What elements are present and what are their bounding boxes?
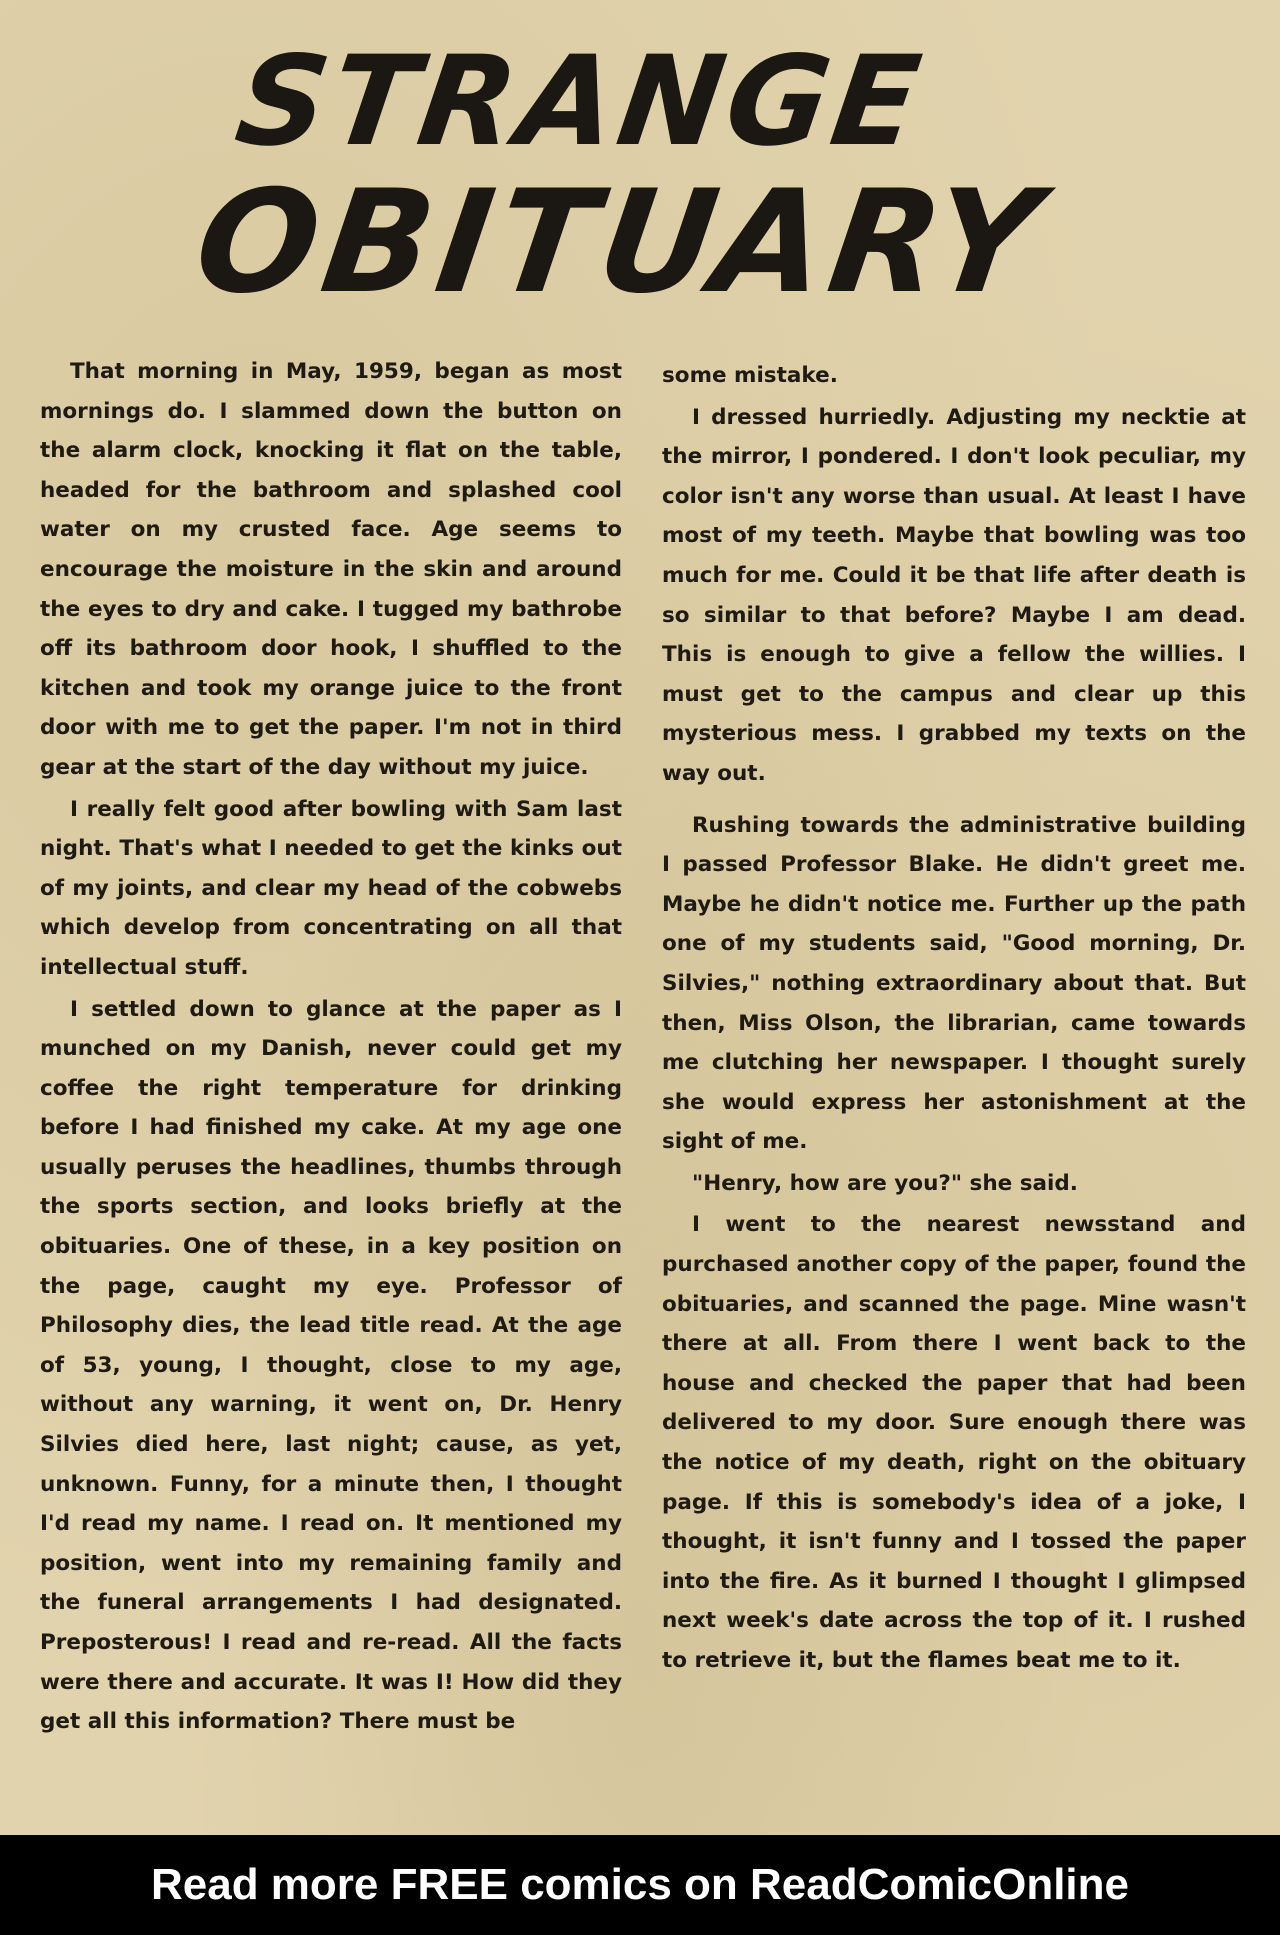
promo-banner[interactable] — [0, 1835, 1280, 1935]
left-text-column — [40, 352, 622, 1742]
paragraph: I settled down to glance at the paper as I munched on my Danish, never could get my coffee the right temperature for drinking before I had finished my cake. At my age one usually peruses the headlines, thumbs through the sports section, and looks briefly at the obituaries. One of these, in a key position on the page, caught my eye. Professor of Philosophy dies, the lead title read. At the age of 53, young, I thought, close to my age, without any warning, it went on, Dr. Henry Silvies died here, last night; cause, as yet, unknown. Funny, for a minute then, I thought I'd read my name. I read on. It mentioned my position, went into my remaining family and the funeral arrangements I had designated. Preposterous! I read and re-read. All the facts were there and accurate. It was I! How did they get all this information? There must be — [40, 996, 622, 1735]
paragraph: I dressed hurriedly. Adjusting my necktie at the mirror, I pondered. I don't look peculiar, my color isn't any worse than usual. At least I have most of my teeth. Maybe that bowling was too much for me. Could it be that life after death is so similar to that before? Maybe I am dead. This is enough to give a fellow the willies. I must get to the campus and clear up this mysterious mess. I grabbed my texts on the way out. — [662, 404, 1246, 786]
paragraph: That morning in May, 1959, began as most mornings do. I slammed down the button on the alarm clock, knocking it flat on the table, headed for the bathroom and splashed cool water on my crusted face. Age seems to encourage the moisture in the skin and around the eyes to dry and cake. I tugged my bathrobe off its bathroom door hook, I shuffled to the kitchen and took my orange juice to the front door with me to get the paper. I'm not in third gear at the start of the day without my juice. — [40, 359, 622, 780]
paragraph: I went to the nearest newsstand and purchased another copy of the paper, found the obituaries, and scanned the page. Mine wasn't there at all. From there I went back to the house and checked the paper that had been delivered to my door. Sure enough there was the notice of my death, right on the obituary page. If this is somebody's idea of a joke, I thought, it isn't funny and I tossed the paper into the fire. As it burned I thought I glimpsed next week's date across the top of it. I rushed to retrieve it, but the flames beat me to it. — [662, 1212, 1246, 1673]
paragraph: I really felt good after bowling with Sam last night. That's what I needed to get the kinks out of my joints, and clear my head of the cobwebs which develop from concentrating on all that intellectual stuff. — [40, 796, 622, 980]
paragraph: some mistake. — [662, 363, 838, 388]
title-line-1: STRANGE — [228, 30, 932, 174]
title-line-2: OBITUARY — [186, 160, 1054, 325]
right-text-column — [662, 356, 1246, 1681]
story-title — [0, 30, 1280, 325]
paragraph: "Henry, how are you?" she said. — [692, 1170, 1078, 1196]
promo-banner-text[interactable]: Read more FREE comics on ReadComicOnline — [150, 1860, 1129, 1909]
paragraph: Rushing towards the administrative building I passed Professor Blake. He didn't greet me. Maybe he didn't notice me. Further up the path one of my students said, "Good morning, Dr. Silvies," nothing extraordinary about that. But then, Miss Olson, the librarian, came towards me clutching her newspaper. I thought surely she would express her astonishment at the sight of me. — [662, 812, 1246, 1155]
